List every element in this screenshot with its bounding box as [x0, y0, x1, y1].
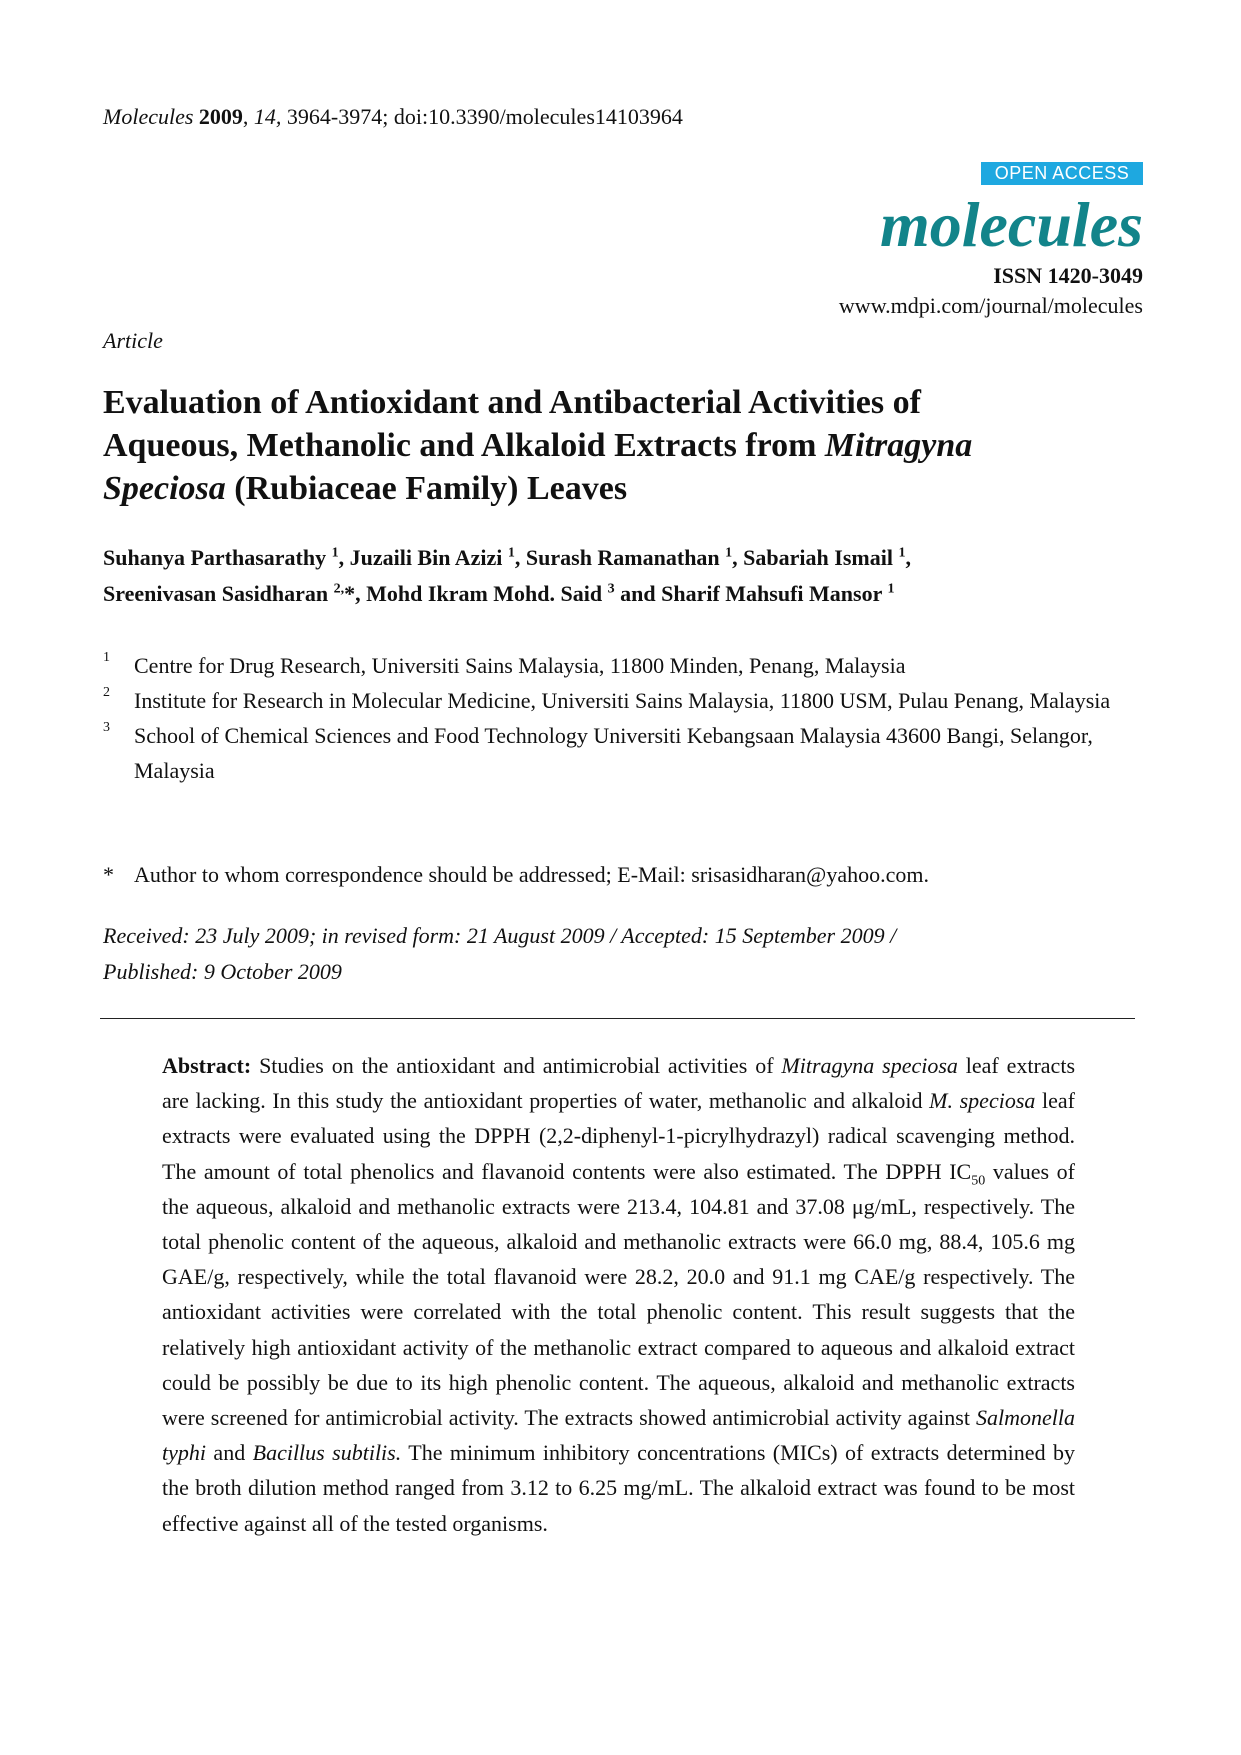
affiliation-text: Institute for Research in Molecular Medicine, Universiti Sains Malaysia, 11800 USM, Pulau Penang, Malaysia [134, 688, 1111, 713]
affiliation-text: School of Chemical Sciences and Food Technology Universiti Kebangsaan Malaysia 43600 Bangi, Selangor, Malaysia [134, 723, 1093, 783]
abstract-paragraph [162, 1048, 1075, 1541]
journal-url[interactable]: www.mdpi.com/journal/molecules [838, 293, 1143, 318]
correspondence-text: Author to whom correspondence should be addressed; E-Mail: srisasidharan@yahoo.com. [134, 862, 929, 887]
affiliation-number: 2 [103, 685, 110, 700]
author-separator: , [338, 545, 345, 570]
author-name: Mohd Ikram Mohd. Said [366, 581, 603, 606]
volume-number: 14, [253, 104, 282, 129]
title-line-3 [103, 467, 1143, 510]
author-separator: , [732, 545, 738, 570]
author-separator: , [905, 545, 911, 570]
title-line-3-text: (Rubiaceae Family) Leaves [225, 470, 628, 507]
title-genus: Mitragyna [824, 427, 973, 464]
author-affiliation: 3 [607, 581, 615, 597]
author-name: Juzaili Bin Azizi [349, 545, 503, 570]
author-affiliation: 1 [725, 545, 733, 561]
publication-dates [103, 918, 1143, 990]
abstract-text: Studies on the antioxidant and antimicrobial activities of [251, 1053, 782, 1078]
species-name: Salmonella typhi [162, 1405, 1075, 1466]
dates-line-2: Published: 9 October 2009 [103, 959, 342, 984]
affiliation-item [103, 718, 1148, 788]
title-line-1: Evaluation of Antioxidant and Antibacterial Activities of [103, 384, 921, 421]
abstract-text: and [206, 1440, 253, 1466]
correspondence-note [103, 862, 929, 888]
title-line-2-text: Aqueous, Methanolic and Alkaloid Extracts from [103, 427, 825, 464]
author-name: Sabariah Ismail [743, 545, 893, 570]
author-line-1 [103, 540, 1143, 576]
ic50-subscript: 50 [971, 1173, 986, 1188]
author-affiliation: 1 [887, 581, 895, 597]
open-access-badge: OPEN ACCESS [981, 162, 1143, 185]
dates-line-1: Received: 23 July 2009; in revised form: 21 August 2009 / Accepted: 15 September 2009 / [103, 923, 897, 948]
species-name: Bacillus subtilis. [252, 1440, 402, 1466]
affiliation-list [103, 648, 1148, 788]
author-name: Sharif Mahsufi Mansor [661, 581, 882, 606]
author-affiliation: 1 [331, 545, 339, 561]
species-name: Mitragyna speciosa [781, 1053, 958, 1078]
affiliation-item [103, 683, 1148, 718]
author-name: Surash Ramanathan [525, 545, 720, 570]
abstract-label: Abstract: [162, 1053, 252, 1078]
publication-year: 2009 [198, 104, 243, 129]
paper-title [103, 381, 1143, 510]
author-affiliation: 1 [507, 545, 515, 561]
author-line-2 [103, 576, 1143, 612]
author-name: Suhanya Parthasarathy [103, 545, 327, 570]
affiliation-text: Centre for Drug Research, Universiti Sains Malaysia, 11800 Minden, Penang, Malaysia [134, 653, 906, 678]
species-name: M. speciosa [929, 1088, 1036, 1114]
article-type: Article [103, 328, 163, 353]
author-list [103, 540, 1143, 612]
title-species: Speciosa [103, 470, 226, 507]
abstract-text: values of the aqueous, alkaloid and methanolic extracts were 213.4, 104.81 and 37.08 μg/mL, respectively. The total phenolic content of the aqueous, alkaloid and methanolic extracts were 66.0 mg, 88.4, 105.6 mg GAE/g, respectively, while the total flavanoid were 28.2, 20.0 and 91.1 mg CAE/g respectively. The antioxidant activities were correlated with the total phenolic content. This result suggests that the relatively high antioxidant activity of the methanolic extract compared to aqueous and alkaloid extract could be possibly be due to its high phenolic content. The aqueous, alkaloid and methanolic extracts were screened for antimicrobial activity. The extracts showed antimicrobial activity against [162, 1158, 1075, 1431]
citation-line: Molecules 2009, 14, 3964-3974; doi:10.3390/molecules14103964 [103, 104, 683, 129]
affiliation-number: 3 [103, 720, 110, 735]
pages-doi: 3964-3974; doi:10.3390/molecules14103964 [286, 104, 683, 129]
author-separator: , [514, 545, 521, 570]
author-affiliation: 2, [333, 581, 345, 597]
title-line-2 [103, 424, 1143, 467]
affiliation-item [103, 648, 1148, 683]
correspondence-star: * [103, 862, 114, 887]
author-name: Sreenivasan Sasidharan [103, 581, 329, 606]
abstract-text: leaf extracts were evaluated using the DPPH (2,2-diphenyl-1-picrylhydrazyl) radical scavenging method. The amount of total phenolics and flavanoid contents were also estimated. The DPPH IC [162, 1088, 1075, 1184]
author-separator: and [614, 581, 656, 606]
affiliation-number: 1 [103, 650, 110, 665]
abstract-text: The minimum inhibitory concentrations (MICs) of extracts determined by the broth dilution method ranged from 3.12 to 6.25 mg/mL. The alkaloid extract was found to be most effective against all of the tested organisms. [162, 1440, 1075, 1536]
section-divider [100, 1018, 1135, 1019]
author-affiliation: 1 [898, 545, 906, 561]
journal-name: Molecules [103, 104, 194, 129]
author-separator: *, [344, 581, 361, 606]
issn-number: ISSN 1420-3049 [993, 263, 1143, 288]
journal-logo: molecules [879, 189, 1143, 260]
abstract-text: leaf extracts are lacking. In this study the antioxidant properties of water, methanolic and alkaloid [162, 1053, 1075, 1114]
